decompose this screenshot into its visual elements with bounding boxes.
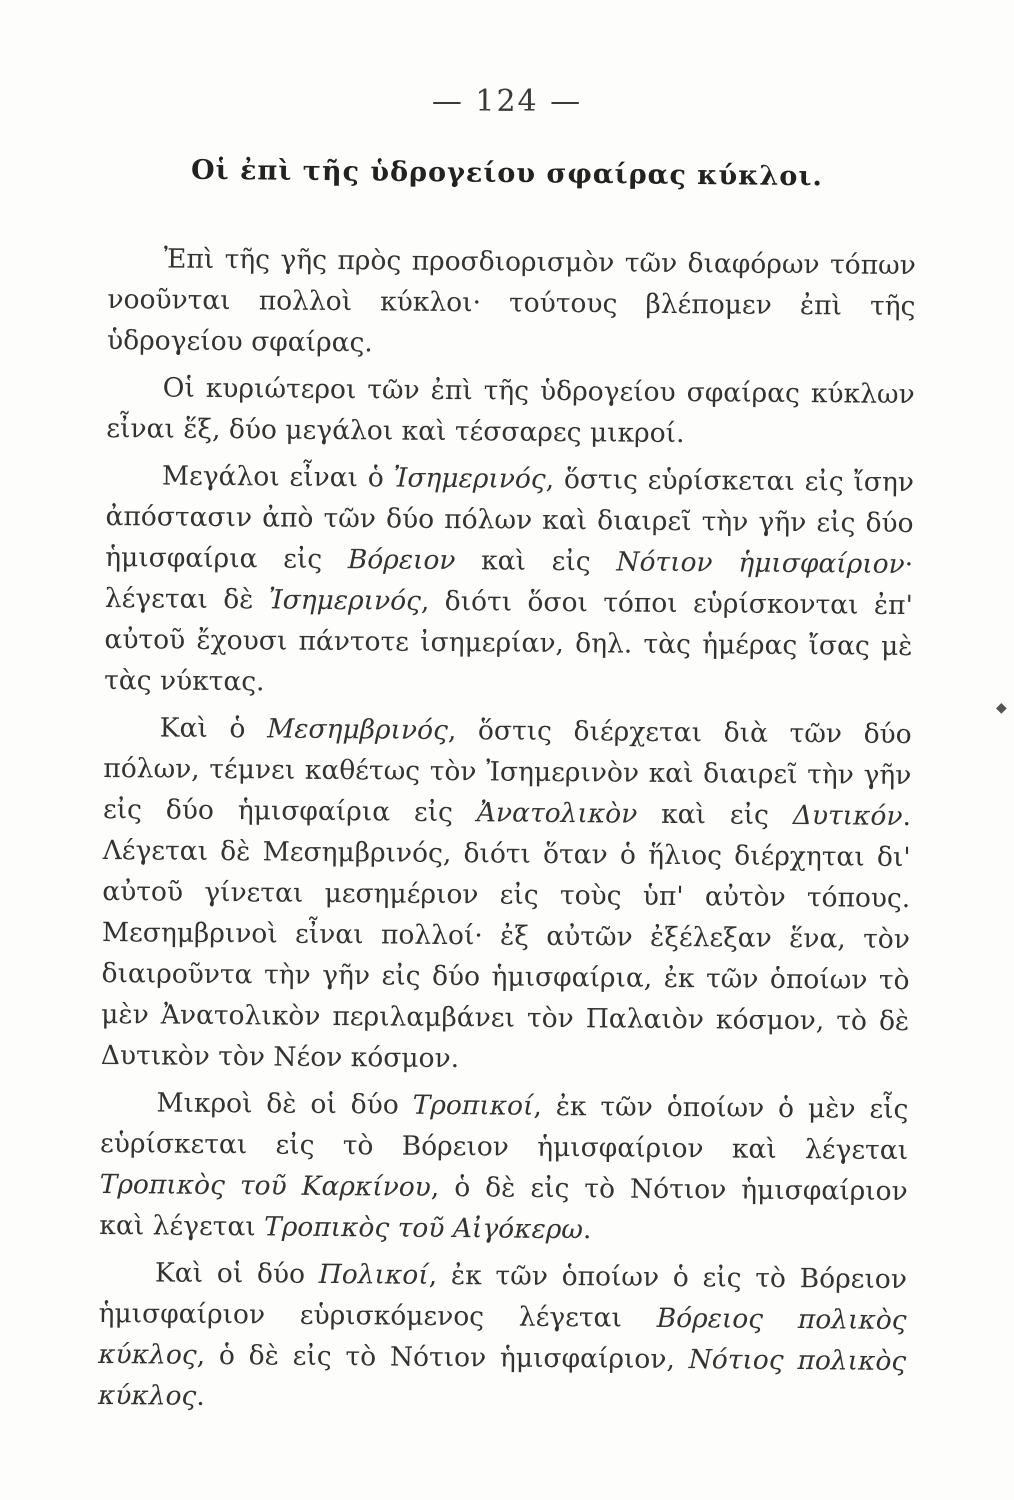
- text-run: , ὁ δὲ εἰς τὸ Νότιον ἡμισφαίριον,: [196, 1339, 689, 1376]
- text-run: , ἐκ τῶν ὁποίων ὁ εἰς τὸ Βόρειον ἡμισφαίριον εὑρισκόμενος λέγεται: [98, 1259, 908, 1334]
- italic-term: Νότιον ἡμισφαίριον: [616, 546, 905, 580]
- italic-term: Τροπικὸς τοῦ Καρκίνου: [99, 1168, 432, 1203]
- italic-term: Βόρειος πολικὸς κύκλος: [98, 1302, 907, 1371]
- italic-term: Ἰσημερινός: [393, 462, 546, 495]
- italic-term: Πολικοί: [318, 1258, 429, 1291]
- text-run: Μικροὶ δὲ οἱ δύο: [156, 1087, 413, 1121]
- italic-term: Τροπικὸς τοῦ Αἰγόκερω: [263, 1211, 584, 1246]
- text-run: Οἱ κυριώτεροι τῶν ἐπὶ τῆς ὑδρογείου σφαίρας κύκλων εἶναι ἕξ, δύο μεγάλοι καὶ τέσσαρες μικροί.: [106, 372, 915, 450]
- body-text: [98, 238, 916, 1429]
- text-run: καὶ εἰς: [637, 798, 793, 831]
- text-run: Καὶ οἱ δύο: [154, 1257, 319, 1290]
- italic-term: Ἰσημερινός: [268, 584, 422, 617]
- italic-term: Δυτικόν: [792, 799, 903, 832]
- paragraph: [101, 707, 912, 1083]
- text-run: , ὅστις διέρχεται διὰ τῶν δύο πόλων, τέμνει καθέτως τὸν Ἰσημερινὸν καὶ διαιρεῖ τὴν γῆν εἰς δύο ἡμισφαίρια εἰς: [102, 714, 912, 829]
- italic-term: Τροπικοί: [412, 1089, 534, 1122]
- text-run: καὶ εἰς: [455, 545, 617, 578]
- text-run: · λέγεται δὲ: [104, 548, 914, 616]
- text-run: .: [196, 1380, 205, 1412]
- paragraph: [107, 238, 916, 368]
- text-run: , ὅστις εὑρίσκεται εἰς ἴσην ἀπόστασιν ἀπὸ τῶν δύο πόλων καὶ διαιρεῖ τὴν γῆν εἰς δύο ἡμισφαίρια εἰς: [105, 463, 915, 576]
- text-run: , διότι ὅσοι τόποι εὑρίσκονται ἐπ' αὐτοῦ ἔχουσι πάντοτε ἰσημερίαν, δηλ. τὰς ἡμέρας ἴσας μὲ τὰς νύκτας.: [104, 585, 913, 698]
- italic-term: Ἀνατολικὸν: [476, 797, 638, 830]
- margin-mark: ◆: [996, 700, 1007, 716]
- text-run: . Λέγεται δὲ Μεσημβρινός, διότι ὅταν ὁ ἥλιος διέρχηται δι' αὐτοῦ γίνεται μεσημέριον εἰς τοὺς ὑπ' αὐτὸν τόπους. Μεσημβρινοὶ εἶναι πολλοί· ἐξ αὐτῶν ἐξέλεξαν ἕνα, τὸν διαιροῦντα τὴν γῆν εἰς δύο ἡμισφαίρια, ἐκ τῶν ὁποίων τὸ μὲν Ἀνατολικὸν περιλαμβάνει τὸν Παλαιὸν κόσμον, τὸ δὲ Δυτικὸν τὸν Νέον κόσμον.: [100, 800, 912, 1075]
- paragraph: [98, 1252, 907, 1423]
- italic-term: Βόρειον: [347, 544, 456, 577]
- paragraph: [99, 1082, 908, 1253]
- section-heading: Οἱ ἐπὶ τῆς ὑδρογείου σφαίρας κύκλοι.: [190, 154, 824, 193]
- page-number: — 124 —: [431, 84, 583, 119]
- text-run: Μεγάλοι εἶναι ὁ: [161, 460, 394, 494]
- paragraph: [104, 455, 914, 708]
- text-run: Ἐπὶ τῆς γῆς πρὸς προσδιορισμὸν τῶν διαφόρων τόπων νοοῦνται πολλοὶ κύκλοι· τούτους βλέπομεν ἐπὶ τῆς ὑδρογείου σφαίρας.: [106, 243, 916, 359]
- paragraph: [106, 367, 915, 456]
- text-run: , ἐκ τῶν ὁποίων ὁ μὲν εἷς εὑρίσκεται εἰς τὸ Βόρειον ἡμισφαίριον καὶ λέγεται: [99, 1090, 909, 1167]
- italic-term: Μεσημβρινός: [267, 713, 449, 746]
- text-run: Καὶ ὁ: [159, 712, 268, 745]
- text-run: , ὁ δὲ εἰς τὸ Νότιον ἡμισφαίριον καὶ λέγεται: [99, 1171, 908, 1243]
- italic-term: Νότιος πολικὸς κύκλος: [97, 1344, 907, 1412]
- text-run: .: [582, 1214, 592, 1246]
